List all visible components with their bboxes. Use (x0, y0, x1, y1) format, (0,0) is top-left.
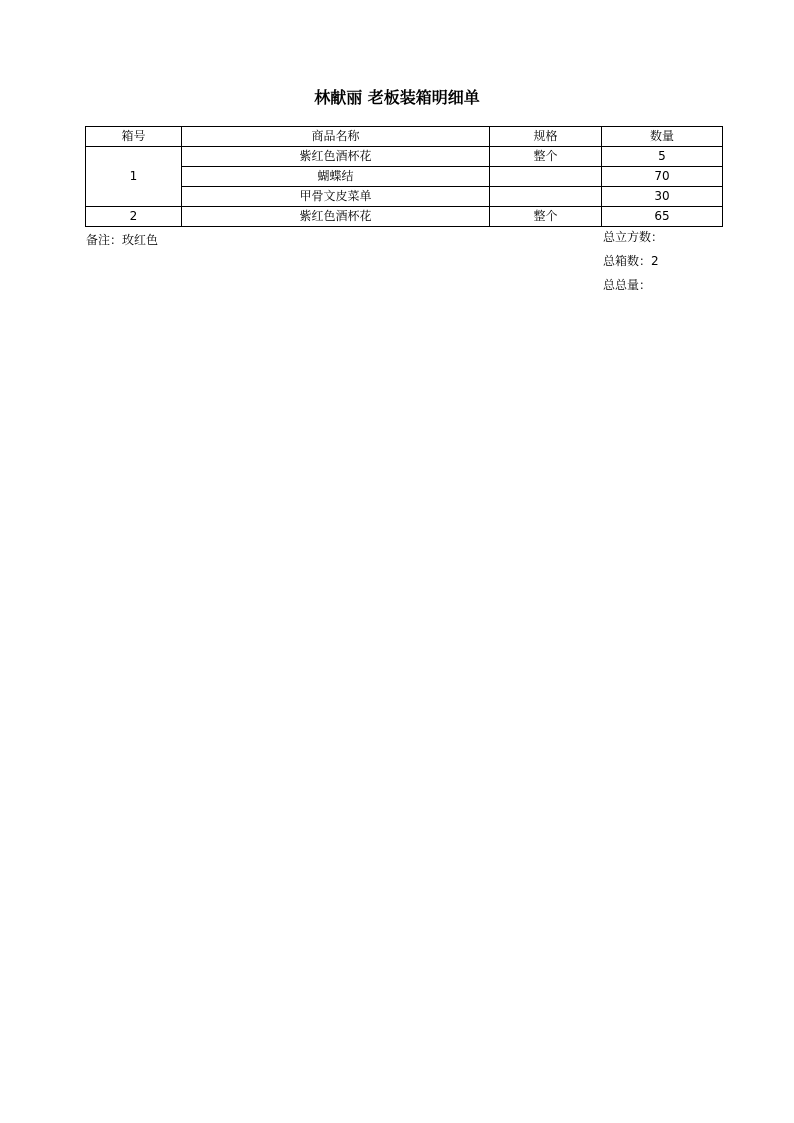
quantity-cell: 65 (602, 207, 723, 227)
total-boxes-label: 总箱数：2 (603, 254, 659, 268)
quantity-cell: 5 (602, 147, 723, 167)
table-row (86, 207, 723, 227)
product-name-cell: 蝴蝶结 (182, 167, 490, 187)
box-no-cell: 2 (86, 207, 182, 227)
box-no-cell: 1 (86, 147, 182, 207)
packing-list-table (85, 126, 723, 227)
table-header-row (86, 127, 723, 147)
header-quantity: 数量 (602, 127, 723, 147)
header-box-no: 箱号 (86, 127, 182, 147)
table-row (86, 167, 723, 187)
header-spec: 规格 (490, 127, 602, 147)
summary-block (603, 229, 663, 301)
header-product-name: 商品名称 (182, 127, 490, 147)
spec-cell: 整个 (490, 147, 602, 167)
product-name-cell: 紫红色酒杯花 (182, 147, 490, 167)
table-row (86, 147, 723, 167)
spec-cell: 整个 (490, 207, 602, 227)
quantity-cell: 30 (602, 187, 723, 207)
total-volume-label: 总立方数： (603, 230, 664, 244)
product-name-cell: 甲骨文皮菜单 (182, 187, 490, 207)
table-row (86, 187, 723, 207)
page-title: 林献丽 老板装箱明细单 (314, 88, 480, 107)
spec-cell (490, 167, 602, 187)
quantity-cell: 70 (602, 167, 723, 187)
spec-cell (490, 187, 602, 207)
product-name-cell: 紫红色酒杯花 (182, 207, 490, 227)
total-weight-label: 总总量： (603, 278, 652, 292)
remark-note: 备注：玫红色 (86, 233, 159, 247)
